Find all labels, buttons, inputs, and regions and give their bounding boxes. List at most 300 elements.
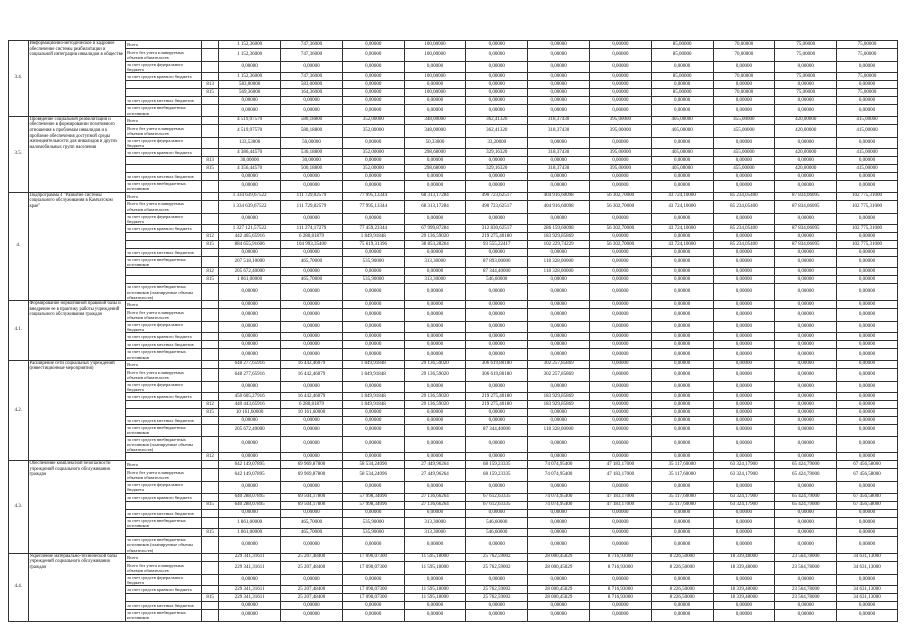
amount-cell: 0,00000	[404, 349, 466, 360]
amount-cell: 362,41320	[466, 124, 528, 137]
amount-cell: 0,00000	[651, 249, 713, 257]
amount-cell: 0,00000	[589, 436, 651, 453]
section-number: 4.1.	[9, 301, 29, 361]
section-name: Информационно-методическое и кадровое обеспечение системы реабилитации и социальной интеграции инвалидов в обществе	[28, 41, 126, 117]
amount-cell: 34 631,13000	[837, 561, 898, 574]
amount-cell: 318,37430	[528, 165, 590, 173]
amount-cell: 0,00000	[404, 105, 466, 116]
amount-cell: 0,00000	[404, 213, 466, 224]
amount-cell: 85,00000	[651, 41, 713, 49]
amount-cell: 63 324,17900	[713, 469, 775, 482]
funding-source: за счет средств федерального бюджета	[126, 574, 202, 585]
amount-cell: 0,00000	[528, 81, 590, 89]
amount-cell: 0,00000	[713, 482, 775, 493]
amount-cell: 0,00000	[342, 173, 404, 181]
table-row	[9, 213, 898, 224]
amount-cell: 0,00000	[404, 341, 466, 349]
amount-cell: 0,00000	[713, 257, 775, 268]
amount-cell: 535,90000	[342, 276, 404, 284]
budget-code	[201, 482, 218, 493]
amount-cell: 302 257,85869	[528, 360, 590, 368]
table-row	[9, 241, 898, 249]
amount-cell: 0,00000	[528, 276, 590, 284]
funding-source: за счет средств местных бюджетов	[126, 417, 202, 425]
amount-cell: 318,37430	[528, 116, 590, 124]
amount-cell: 0,00000	[713, 268, 775, 276]
amount-cell: 0,00000	[775, 309, 837, 322]
amount-cell: 0,00000	[219, 301, 281, 309]
amount-cell: 0,00000	[342, 301, 404, 309]
budget-code	[201, 49, 218, 62]
amount-cell: 118 328,00000	[528, 257, 590, 268]
amount-cell: 0,00000	[342, 417, 404, 425]
amount-cell: 0,00000	[404, 284, 466, 301]
amount-cell: 0,00000	[404, 381, 466, 392]
amount-cell: 0,00000	[404, 322, 466, 333]
budget-code	[201, 493, 218, 501]
amount-cell: 0,00000	[775, 482, 837, 493]
amount-cell: 0,00000	[775, 602, 837, 610]
amount-cell: 580,18800	[281, 116, 343, 124]
funding-source: за счет средств внебюджетных источников	[126, 425, 202, 436]
amount-cell: 0,00000	[837, 333, 898, 341]
amount-cell: 0,00000	[219, 602, 281, 610]
amount-cell: 102 775,31000	[837, 225, 898, 233]
amount-cell: 100,00000	[404, 73, 466, 81]
amount-cell: 0,00000	[775, 301, 837, 309]
amount-cell: 0,00000	[466, 602, 528, 610]
amount-cell: 0,00000	[466, 213, 528, 224]
amount-cell: 18 339,48000	[713, 553, 775, 561]
amount-cell: 4 356,44570	[219, 165, 281, 173]
amount-cell: 329,16320	[466, 149, 528, 157]
amount-cell: 395,00000	[589, 149, 651, 157]
table-row	[9, 482, 898, 493]
amount-cell: 0,00000	[713, 81, 775, 89]
table-row	[9, 461, 898, 469]
amount-cell: 0,00000	[589, 181, 651, 192]
budget-code	[201, 200, 218, 213]
amount-cell: 0,00000	[528, 301, 590, 309]
amount-cell: 67 456,58000	[837, 461, 898, 469]
amount-cell: 0,00000	[651, 602, 713, 610]
amount-cell: 0,00000	[589, 233, 651, 241]
amount-cell: 0,00000	[837, 268, 898, 276]
amount-cell: 18 339,48000	[713, 594, 775, 602]
amount-cell: 0,00000	[589, 89, 651, 97]
amount-cell: 43 724,10000	[651, 200, 713, 213]
amount-cell: 569,36000	[219, 89, 281, 97]
amount-cell: 0,00000	[837, 436, 898, 453]
budget-code	[201, 173, 218, 181]
amount-cell: 0,00000	[589, 309, 651, 322]
amount-cell: 0,00000	[342, 213, 404, 224]
amount-cell: 35 117,60000	[651, 501, 713, 509]
amount-cell: 0,00000	[589, 49, 651, 62]
section-name: Расширение сети социальных учреждений (инвестиционные мероприятия)	[28, 360, 126, 460]
amount-cell: 74 074,95400	[528, 469, 590, 482]
amount-cell: 0,00000	[342, 309, 404, 322]
amount-cell: 0,00000	[651, 453, 713, 461]
amount-cell: 33,20000	[466, 137, 528, 148]
amount-cell: 313,30000	[404, 276, 466, 284]
amount-cell: 43 724,10000	[651, 225, 713, 233]
funding-source: за счет средств федерального бюджета	[126, 137, 202, 148]
amount-cell: 23 564,78000	[775, 594, 837, 602]
section-number: 3.5.	[9, 116, 29, 192]
budget-code	[201, 116, 218, 124]
amount-cell: 0,00000	[589, 529, 651, 537]
budget-code	[201, 349, 218, 360]
table-row	[9, 149, 898, 157]
funding-source: Всего	[126, 461, 202, 469]
amount-cell: 30,00000	[219, 157, 281, 165]
amount-cell: 546,60000	[466, 276, 528, 284]
amount-cell: 0,00000	[713, 309, 775, 322]
amount-cell: 0,00000	[837, 181, 898, 192]
amount-cell: 420,00000	[775, 165, 837, 173]
amount-cell: 0,00000	[281, 173, 343, 181]
amount-cell: 0,00000	[837, 173, 898, 181]
amount-cell: 535,90000	[342, 257, 404, 268]
budget-code	[201, 537, 218, 554]
amount-cell: 0,00000	[219, 453, 281, 461]
amount-cell: 348,00000	[404, 116, 466, 124]
amount-cell: 77 459,23344	[342, 225, 404, 233]
funding-source: за счет средств местных бюджетов	[126, 341, 202, 349]
amount-cell: 0,00000	[219, 213, 281, 224]
amount-cell: 0,00000	[651, 213, 713, 224]
amount-cell: 87 834,06095	[775, 241, 837, 249]
funding-source	[126, 157, 202, 165]
amount-cell: 0,00000	[651, 381, 713, 392]
table-row	[9, 200, 898, 213]
amount-cell: 0,00000	[589, 393, 651, 401]
amount-cell: 133,53000	[219, 137, 281, 148]
amount-cell: 0,00000	[528, 73, 590, 81]
amount-cell: 298,68000	[404, 165, 466, 173]
table-row	[9, 225, 898, 233]
amount-cell: 65 424,79000	[775, 461, 837, 469]
amount-cell: 75,00000	[775, 73, 837, 81]
amount-cell: 0,00000	[651, 529, 713, 537]
budget-code: 815	[201, 409, 218, 417]
amount-cell: 395,00000	[589, 165, 651, 173]
amount-cell: 0,00000	[713, 436, 775, 453]
amount-cell: 100,00000	[404, 41, 466, 49]
table-row	[9, 81, 898, 89]
funding-source: за счет средств внебюджетных источников	[126, 517, 202, 528]
amount-cell: 0,00000	[651, 482, 713, 493]
table-row	[9, 401, 898, 409]
funding-source: за счет средств местных бюджетов	[126, 249, 202, 257]
budget-code	[201, 360, 218, 368]
amount-cell: 0,00000	[281, 417, 343, 425]
section-number: 4.2.	[9, 360, 29, 460]
amount-cell: 34 631,13000	[837, 594, 898, 602]
amount-cell: 205 672,40000	[219, 425, 281, 436]
section-name: Проведение социальной реабилитации и обеспечение в формировании позитивного отношения к проблемам инвалидов и к проблеме обеспечения доступной среды жизнедеятельности для инвалидов и других маломобильных групп населения	[28, 116, 126, 192]
amount-cell: 0,00000	[466, 417, 528, 425]
amount-cell: 0,00000	[837, 213, 898, 224]
amount-cell: 18 339,48000	[713, 561, 775, 574]
table-row	[9, 192, 898, 200]
amount-cell: 642 149,07895	[219, 461, 281, 469]
table-row	[9, 301, 898, 309]
amount-cell: 0,00000	[219, 333, 281, 341]
budget-code: 815	[201, 241, 218, 249]
funding-source	[126, 89, 202, 97]
amount-cell: 0,00000	[651, 333, 713, 341]
amount-cell: 0,00000	[651, 301, 713, 309]
table-row	[9, 586, 898, 594]
amount-cell: 0,00000	[404, 249, 466, 257]
amount-cell: 286 159,60098	[528, 225, 590, 233]
funding-source: за счет средств федерального бюджета	[126, 381, 202, 392]
amount-cell: 4 386,44570	[219, 149, 281, 157]
budget-code	[201, 322, 218, 333]
amount-cell: 0,00000	[281, 322, 343, 333]
amount-cell: 640 288,07895	[219, 501, 281, 509]
amount-cell: 0,00000	[528, 574, 590, 585]
amount-cell: 648 277,65916	[219, 368, 281, 381]
amount-cell: 0,00000	[342, 181, 404, 192]
amount-cell: 1 849,91848	[342, 401, 404, 409]
amount-cell: 0,00000	[837, 482, 898, 493]
amount-cell: 0,00000	[837, 409, 898, 417]
amount-cell: 580,18800	[281, 124, 343, 137]
amount-cell: 465,70000	[281, 276, 343, 284]
amount-cell: 0,00000	[589, 105, 651, 116]
amount-cell: 0,00000	[589, 257, 651, 268]
table-row	[9, 594, 898, 602]
amount-cell: 0,00000	[342, 349, 404, 360]
amount-cell: 102 775,31000	[837, 192, 898, 200]
amount-cell: 546,60000	[466, 529, 528, 537]
amount-cell: 85 234,05400	[713, 200, 775, 213]
amount-cell: 0,00000	[651, 233, 713, 241]
amount-cell: 0,00000	[281, 602, 343, 610]
amount-cell: 0,00000	[651, 368, 713, 381]
amount-cell: 0,00000	[589, 453, 651, 461]
amount-cell: 0,00000	[651, 509, 713, 517]
amount-cell: 0,00000	[404, 610, 466, 621]
amount-cell: 405,00000	[651, 124, 713, 137]
amount-cell: 0,00000	[713, 97, 775, 105]
amount-cell: 0,00000	[589, 610, 651, 621]
amount-cell: 465,70000	[281, 529, 343, 537]
amount-cell: 0,00000	[342, 537, 404, 554]
amount-cell: 0,00000	[651, 257, 713, 268]
amount-cell: 0,00000	[713, 381, 775, 392]
amount-cell: 28 000,45829	[528, 553, 590, 561]
amount-cell: 0,00000	[775, 381, 837, 392]
amount-cell: 535,90000	[342, 517, 404, 528]
budget-code	[201, 225, 218, 233]
amount-cell: 75 619,31396	[342, 241, 404, 249]
amount-cell: 0,00000	[651, 425, 713, 436]
amount-cell: 0,00000	[528, 89, 590, 97]
amount-cell: 0,00000	[528, 309, 590, 322]
amount-cell: 70,00000	[713, 73, 775, 81]
amount-cell: 25 762,59002	[466, 561, 528, 574]
amount-cell: 0,00000	[342, 97, 404, 105]
budget-code	[201, 469, 218, 482]
amount-cell: 0,00000	[281, 537, 343, 554]
amount-cell: 455,00000	[713, 165, 775, 173]
amount-cell: 0,00000	[837, 105, 898, 116]
budget-code	[201, 97, 218, 105]
funding-source: за счет средств краевого бюджета	[126, 149, 202, 157]
amount-cell: 0,00000	[713, 233, 775, 241]
funding-source	[126, 268, 202, 276]
amount-cell: 420,00000	[775, 124, 837, 137]
amount-cell: 111 274,17279	[281, 225, 343, 233]
amount-cell: 404 916,60098	[528, 200, 590, 213]
amount-cell: 0,00000	[219, 181, 281, 192]
funding-source: за счет средств краевого бюджета	[126, 225, 202, 233]
amount-cell: 8 226,50000	[651, 594, 713, 602]
amount-cell: 63 324,17900	[713, 493, 775, 501]
amount-cell: 0,00000	[837, 257, 898, 268]
amount-cell: 0,00000	[775, 529, 837, 537]
amount-cell: 648 277,65916	[219, 360, 281, 368]
amount-cell: 0,00000	[651, 341, 713, 349]
amount-cell: 111 729,02579	[281, 192, 343, 200]
amount-cell: 67 612,63335	[466, 501, 528, 509]
amount-cell: 318,37430	[528, 124, 590, 137]
budget-code: 815	[201, 276, 218, 284]
amount-cell: 0,00000	[219, 417, 281, 425]
amount-cell: 0,00000	[713, 409, 775, 417]
amount-cell: 1 849,91848	[342, 233, 404, 241]
amount-cell: 352,00000	[342, 116, 404, 124]
amount-cell: 0,00000	[342, 41, 404, 49]
amount-cell: 63 324,17900	[713, 461, 775, 469]
funding-source: за счет средств внебюджетных источников (планируемые объемы обязательств)	[126, 537, 202, 554]
amount-cell: 0,00000	[528, 137, 590, 148]
amount-cell: 0,00000	[651, 276, 713, 284]
funding-source	[126, 453, 202, 461]
amount-cell: 0,00000	[651, 401, 713, 409]
amount-cell: 0,00000	[775, 409, 837, 417]
budget-code: 812	[201, 401, 218, 409]
table-row	[9, 574, 898, 585]
amount-cell: 102 775,31000	[837, 200, 898, 213]
amount-cell: 404 916,60098	[528, 192, 590, 200]
amount-cell: 0,00000	[342, 49, 404, 62]
amount-cell: 0,00000	[342, 62, 404, 73]
amount-cell: 318,37430	[528, 149, 590, 157]
amount-cell: 306 619,80180	[466, 360, 528, 368]
funding-source	[126, 594, 202, 602]
budget-code: 815	[201, 529, 218, 537]
amount-cell: 0,00000	[651, 393, 713, 401]
amount-cell: 405,00000	[651, 116, 713, 124]
amount-cell: 0,00000	[651, 309, 713, 322]
amount-cell: 47 183,17000	[589, 461, 651, 469]
amount-cell: 50,33000	[404, 137, 466, 148]
amount-cell: 0,00000	[342, 249, 404, 257]
amount-cell: 85,00000	[651, 89, 713, 97]
amount-cell: 229 341,31611	[219, 594, 281, 602]
amount-cell: 0,00000	[219, 482, 281, 493]
amount-cell: 0,00000	[651, 436, 713, 453]
amount-cell: 0,00000	[466, 409, 528, 417]
amount-cell: 0,00000	[342, 89, 404, 97]
amount-cell: 29 136,59020	[404, 393, 466, 401]
amount-cell: 0,00000	[589, 401, 651, 409]
amount-cell: 0,00000	[589, 417, 651, 425]
table-row	[9, 233, 898, 241]
amount-cell: 0,00000	[589, 268, 651, 276]
amount-cell: 0,00000	[713, 425, 775, 436]
budget-code	[201, 333, 218, 341]
budget-code	[201, 574, 218, 585]
amount-cell: 0,00000	[342, 322, 404, 333]
amount-cell: 0,00000	[219, 436, 281, 453]
amount-cell: 1 849,91848	[342, 360, 404, 368]
amount-cell: 0,00000	[589, 73, 651, 81]
funding-source: за счет средств краевого бюджета	[126, 493, 202, 501]
table-row	[9, 349, 898, 360]
amount-cell: 0,00000	[466, 333, 528, 341]
funding-source: за счет средств внебюджетных источников	[126, 105, 202, 116]
amount-cell: 0,00000	[281, 349, 343, 360]
amount-cell: 0,00000	[528, 610, 590, 621]
amount-cell: 0,00000	[775, 181, 837, 192]
amount-cell: 70,00000	[713, 41, 775, 49]
table-row	[9, 105, 898, 116]
budget-code	[201, 561, 218, 574]
amount-cell: 0,00000	[713, 341, 775, 349]
amount-cell: 0,00000	[713, 173, 775, 181]
funding-source: за счет средств федерального бюджета	[126, 62, 202, 73]
amount-cell: 16 442,46079	[281, 393, 343, 401]
amount-cell: 0,00000	[219, 574, 281, 585]
amount-cell: 0,00000	[466, 73, 528, 81]
amount-cell: 0,00000	[775, 360, 837, 368]
amount-cell: 1 334 639,67522	[219, 200, 281, 213]
amount-cell: 0,00000	[528, 62, 590, 73]
budget-code	[201, 368, 218, 381]
amount-cell: 0,00000	[342, 333, 404, 341]
amount-cell: 0,00000	[528, 453, 590, 461]
amount-cell: 27 449,96264	[404, 461, 466, 469]
budget-code	[201, 553, 218, 561]
amount-cell: 0,00000	[466, 610, 528, 621]
amount-cell: 0,00000	[713, 105, 775, 116]
amount-cell: 0,00000	[589, 301, 651, 309]
amount-cell: 87 344,40000	[466, 268, 528, 276]
amount-cell: 747,36000	[281, 73, 343, 81]
amount-cell: 0,00000	[589, 349, 651, 360]
amount-cell: 27 136,66264	[404, 493, 466, 501]
funding-source: за счет средств федерального бюджета	[126, 322, 202, 333]
amount-cell: 0,00000	[342, 105, 404, 116]
funding-source	[126, 409, 202, 417]
amount-cell: 0,00000	[281, 509, 343, 517]
amount-cell: 0,00000	[589, 137, 651, 148]
amount-cell: 0,00000	[837, 97, 898, 105]
funding-source: Всего	[126, 553, 202, 561]
amount-cell: 405,00000	[651, 149, 713, 157]
amount-cell: 0,00000	[404, 509, 466, 517]
amount-cell: 0,00000	[589, 62, 651, 73]
amount-cell: 0,00000	[589, 574, 651, 585]
amount-cell: 642 149,07895	[219, 469, 281, 482]
amount-cell: 207 518,10000	[219, 257, 281, 268]
